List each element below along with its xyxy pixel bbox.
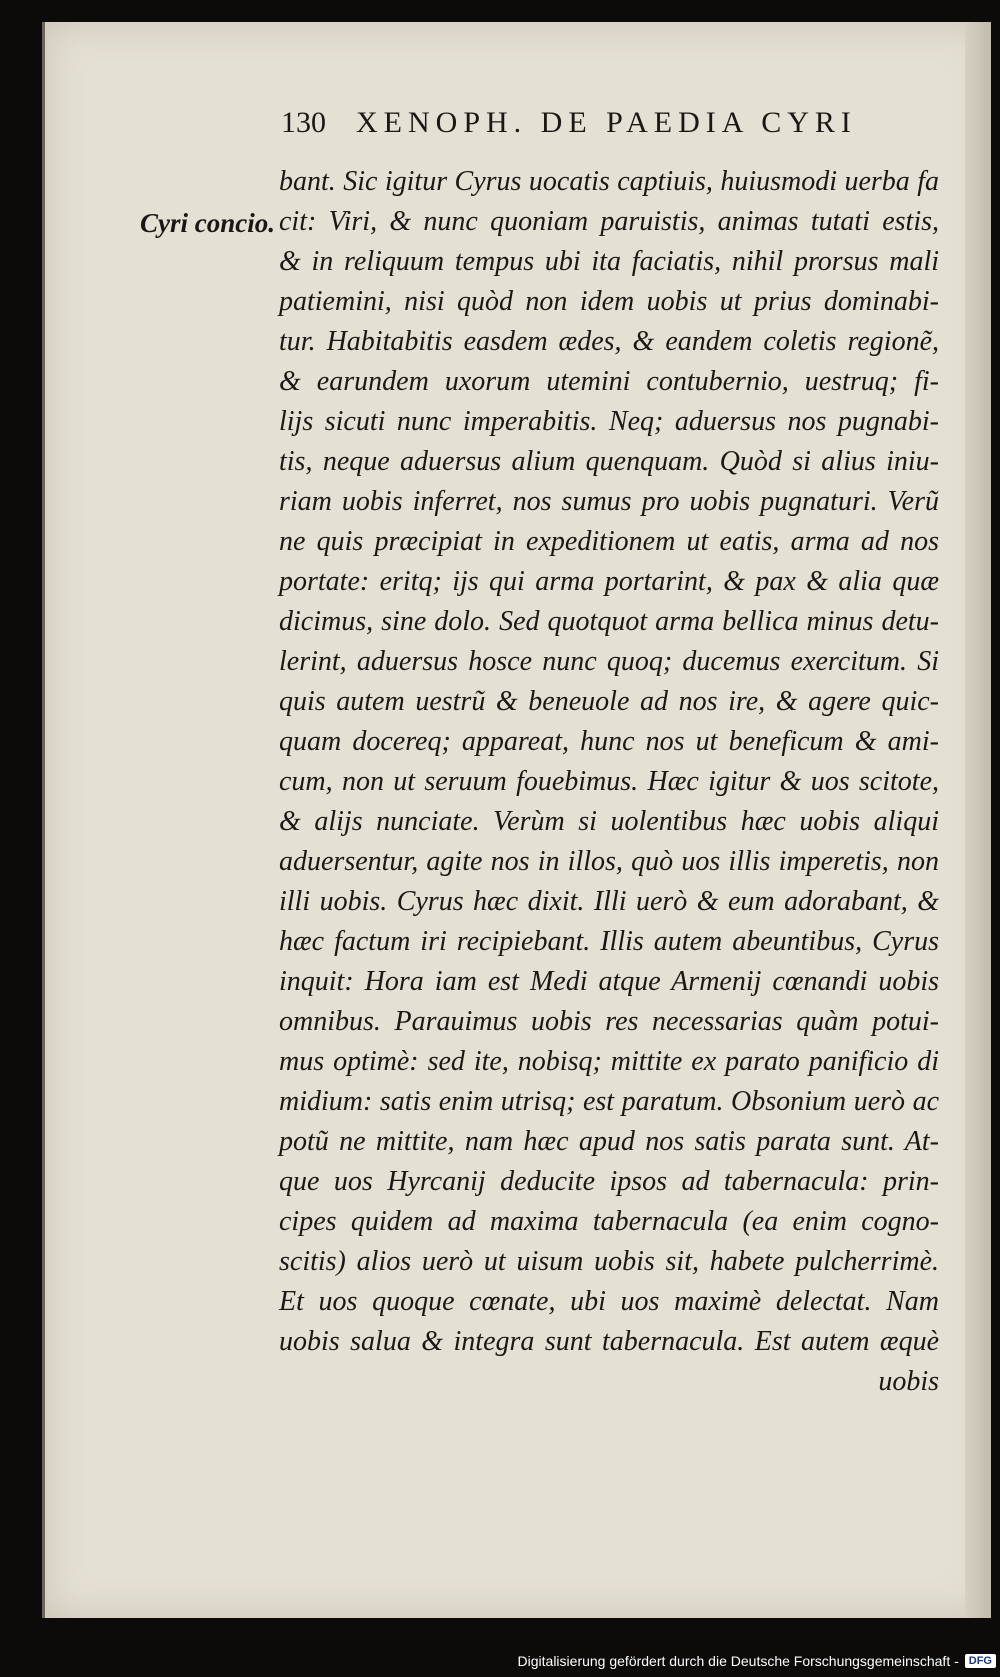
text-line: scitis) alios uerò ut uisum uobis sit, habete pulcherrimè.: [279, 1246, 939, 1277]
text-line: portate: eritq; ijs qui arma portarint, & pax & alia quæ: [279, 566, 939, 597]
text-line: illi uobis. Cyrus hæc dixit. Illi uerò & eum adorabant, &: [279, 886, 939, 917]
text-line: & alijs nunciate. Verùm si uolentibus hæc uobis aliqui: [279, 806, 939, 837]
text-line: ne quis præcipiat in expeditionem ut eatis, arma ad nos: [279, 526, 939, 557]
text-line: midium: satis enim utrisq; est paratum. Obsonium uerò ac: [279, 1086, 939, 1117]
text-line: lerint, aduersus hosce nunc quoq; ducemus exercitum. Si: [279, 646, 939, 677]
text-line: patiemini, nisi quòd non idem uobis ut prius dominabi-: [279, 286, 939, 317]
text-line: quis autem uestrũ & beneuole ad nos ire, & agere quic-: [279, 686, 939, 717]
text-line: tis, neque aduersus alium quenquam. Quòd si alius iniu-: [279, 446, 939, 477]
text-line: tur. Habitabitis easdem ædes, & eandem coletis regionẽ,: [279, 326, 939, 357]
margin-note: Cyri concio.: [140, 208, 275, 238]
text-line: hæc factum iri recipiebant. Illis autem abeuntibus, Cyrus: [279, 926, 939, 957]
text-line: mus optimè: sed ite, nobisq; mittite ex parato panificio di: [279, 1046, 939, 1077]
text-line: aduersentur, agite nos in illos, quò uos illis imperetis, non: [279, 846, 939, 877]
text-line: lijs sicuti nunc imperabitis. Neq; aduersus nos pugnabi-: [279, 406, 939, 437]
text-line: quam docereq; appareat, hunc nos ut beneficum & ami-: [279, 726, 939, 757]
text-line: inquit: Hora iam est Medi atque Armenij cœnandi uobis: [279, 966, 939, 997]
text-line: uobis salua & integra sunt tabernacula. Est autem æquè: [279, 1326, 939, 1357]
text-line: cit: Viri, & nunc quoniam paruistis, animas tutati estis,: [279, 206, 939, 237]
text-line: & in reliquum tempus ubi ita faciatis, nihil prorsus mali: [279, 246, 939, 277]
body-text: [279, 162, 939, 1402]
credit-text: Digitalisierung gefördert durch die Deutsche Forschungsgemeinschaft -: [517, 1653, 959, 1669]
text-line: bant. Sic igitur Cyrus uocatis captiuis, huiusmodi uerba fa: [279, 166, 939, 197]
text-line: potũ ne mittite, nam hæc apud nos satis parata sunt. At-: [279, 1126, 939, 1157]
text-line: cipes quidem ad maxima tabernacula (ea enim cogno-: [279, 1206, 939, 1237]
text-line: & earundem uxorum utemini contubernio, uestruq; fi-: [279, 366, 939, 397]
book-page: [42, 22, 991, 1618]
digitization-credit: [518, 1651, 996, 1671]
text-line: omnibus. Parauimus uobis res necessarias quàm potui-: [279, 1006, 939, 1037]
text-line: riam uobis inferret, nos sumus pro uobis pugnaturi. Verũ: [279, 486, 939, 517]
text-line: cum, non ut seruum fouebimus. Hæc igitur & uos scitote,: [279, 766, 939, 797]
page-edge-shadow: [965, 22, 991, 1618]
page-number: 130: [281, 106, 326, 139]
text-line: Et uos quoque cœnate, ubi uos maximè delectat. Nam: [279, 1286, 939, 1317]
page-header: [281, 106, 921, 146]
running-title: XENOPH. DE PAEDIA CYRI: [356, 106, 857, 139]
text-line: dicimus, sine dolo. Sed quotquot arma bellica minus detu-: [279, 606, 939, 637]
dfg-logo: DFG: [965, 1654, 996, 1668]
text-line: que uos Hyrcanij deducite ipsos ad tabernacula: prin-: [279, 1166, 939, 1197]
text-line: uobis: [878, 1366, 939, 1397]
